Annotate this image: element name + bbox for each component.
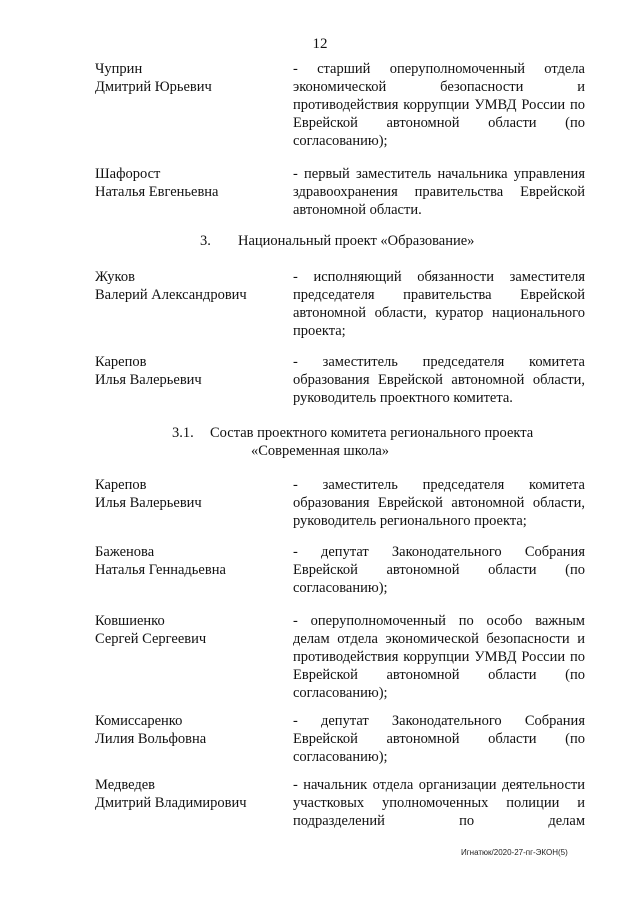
member-name	[95, 165, 280, 201]
member-name	[95, 476, 280, 512]
member-given-name: Наталья Евгеньевна	[95, 184, 219, 200]
member-entry	[0, 776, 640, 831]
section-number: 3.	[200, 233, 211, 249]
member-entry	[0, 612, 640, 702]
member-position: - исполняющий обязанности заместителя председателя правительства Еврейской автономной области, куратор национального проекта;	[293, 269, 585, 339]
member-position: - оперуполномоченный по особо важным делам отдела экономической безопасности и противодействия коррупции УМВД России по Еврейской автономной области (по согласованию);	[293, 613, 585, 701]
member-name	[95, 612, 280, 648]
member-name	[95, 543, 280, 579]
member-name	[95, 776, 280, 812]
subsection-title-line2: «Современная школа»	[250, 443, 390, 459]
section-title: Национальный проект «Образование»	[238, 233, 475, 249]
member-given-name: Наталья Геннадьевна	[95, 562, 226, 578]
member-entry	[0, 712, 640, 767]
member-entry	[0, 476, 640, 531]
member-position: - старший оперуполномоченный отдела экономической безопасности и противодействия коррупции УМВД России по Еврейской автономной области (по согласованию);	[293, 61, 585, 149]
member-name	[95, 60, 280, 96]
member-given-name: Валерий Александрович	[95, 287, 247, 303]
member-position: - начальник отдела организации деятельности участковых уполномоченных полиции и подразделений по делам	[293, 777, 585, 829]
member-entry	[0, 353, 640, 408]
member-entry	[0, 268, 640, 343]
member-entry	[0, 543, 640, 598]
member-given-name: Сергей Сергеевич	[95, 631, 207, 647]
member-given-name: Дмитрий Владимирович	[95, 795, 247, 811]
member-position: - первый заместитель начальника управления здравоохранения правительства Еврейской автономной области.	[293, 166, 585, 218]
page-number: 12	[312, 36, 328, 52]
subsection-title-line1: Состав проектного комитета регионального проекта	[210, 425, 534, 441]
member-surname: Ковшиенко	[95, 613, 165, 629]
member-given-name: Илья Валерьевич	[95, 372, 202, 388]
member-name	[95, 268, 280, 304]
subsection-number: 3.1.	[172, 425, 194, 441]
member-entry	[0, 60, 640, 150]
member-position: - заместитель председателя комитета образования Еврейской автономной области, руководитель проектного комитета.	[293, 354, 585, 406]
member-surname: Карепов	[95, 477, 147, 493]
member-surname: Медведев	[95, 777, 155, 793]
member-name	[95, 353, 280, 389]
member-position: - заместитель председателя комитета образования Еврейской автономной области, руководитель регионального проекта;	[293, 477, 585, 529]
member-position: - депутат Законодательного Собрания Еврейской автономной области (по согласованию);	[293, 713, 585, 765]
member-given-name: Дмитрий Юрьевич	[95, 79, 212, 95]
member-given-name: Лилия Вольфовна	[95, 731, 207, 747]
member-surname: Шафорост	[95, 166, 161, 182]
member-surname: Жуков	[95, 269, 135, 285]
member-surname: Чуприн	[95, 61, 143, 77]
member-surname: Комиссаренко	[95, 713, 183, 729]
member-name	[95, 712, 280, 748]
member-entry	[0, 165, 640, 220]
member-surname: Баженова	[95, 544, 155, 560]
member-given-name: Илья Валерьевич	[95, 495, 202, 511]
member-position: - депутат Законодательного Собрания Еврейской автономной области (по согласованию);	[293, 544, 585, 596]
document-reference: Игнатюк/2020-27-пг-ЭКОН(5)	[461, 848, 568, 857]
member-surname: Карепов	[95, 354, 147, 370]
